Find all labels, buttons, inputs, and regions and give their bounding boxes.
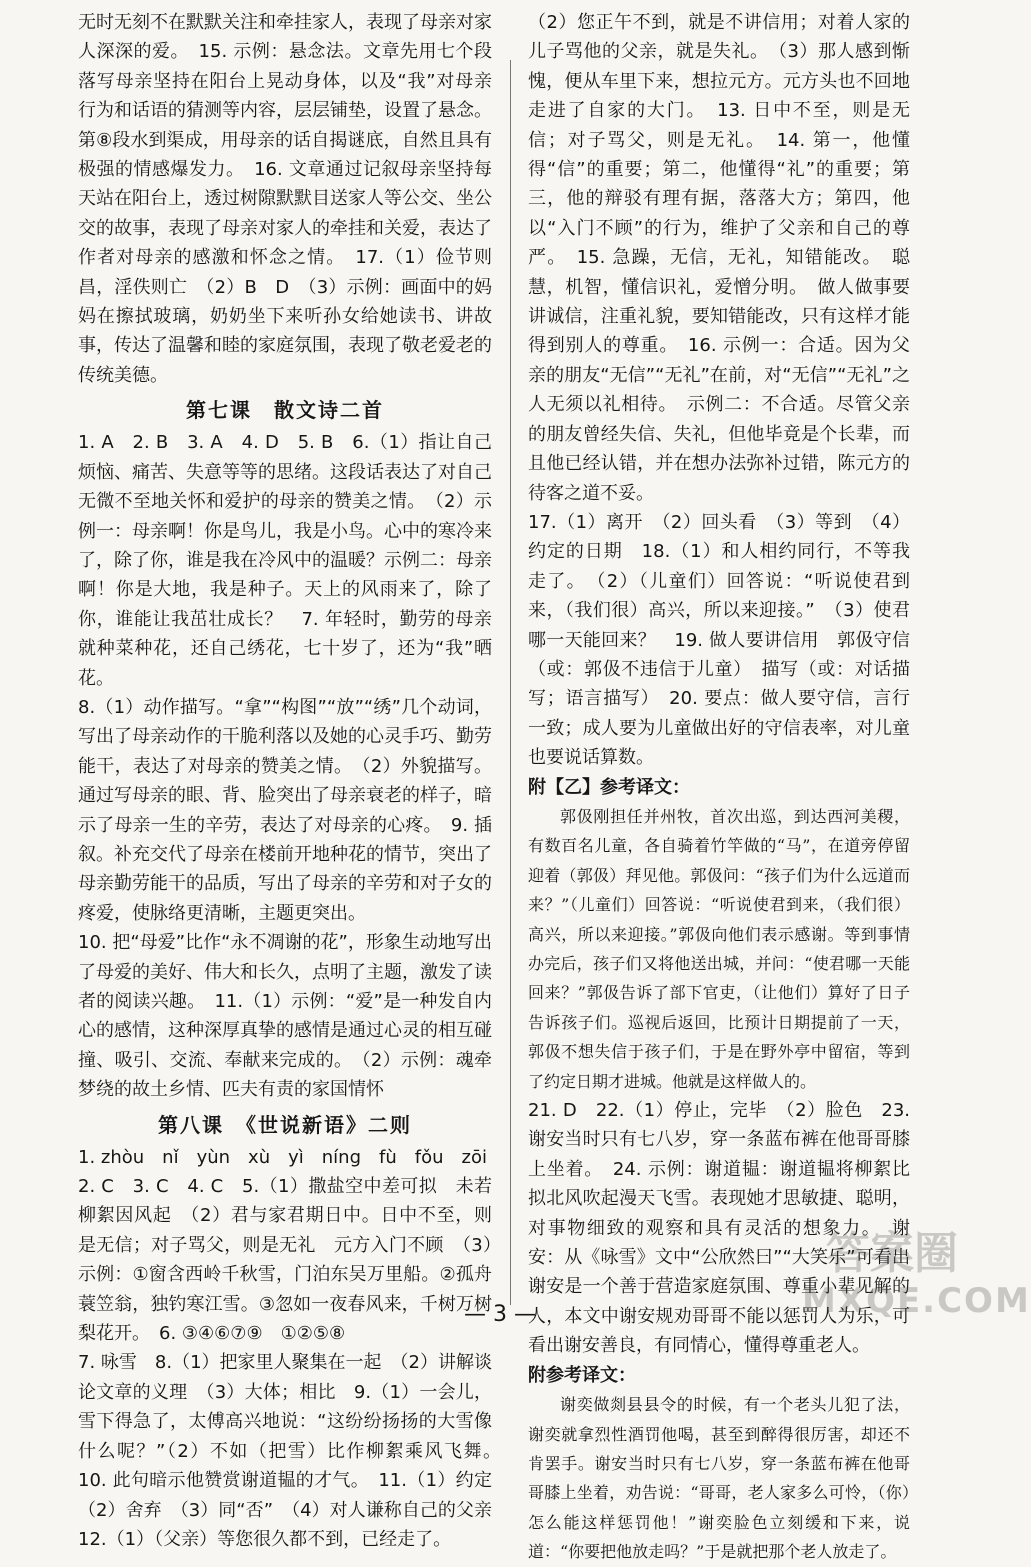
watermark-logo: [802, 1227, 1031, 1327]
reference-translation-title: 附参考译文：: [528, 1364, 636, 1386]
answer-block-l7-q8-9: 8.（1）动作描写。“拿”“构图”“放”“绣”几个动词，写出了母亲动作的干脆利落以及她的心灵手巧、勤劳能干，表达了对母亲的赞美之情。 （2）外貌描写。通过写母亲的眼、背、脸突出了母亲衰老的样子，暗示了母亲一生的辛劳，表达了对母亲的心疼。 9. 插叙。补充交代了母亲在楼前开地种花的情节，突出了母亲勤劳能干的品质，写出了母亲的辛劳和对子女的疼爱，使脉络更清晰，主题更突出。: [78, 696, 492, 924]
reference-translation: 谢奕做剡县县令的时候，有一个老头儿犯了法，谢奕就拿烈性酒罚他喝，甚至到醉得很厉害，却还不肯罢手。谢安当时只有七八岁，穿一条蓝布裤在他哥哥膝上坐着，劝告说：“哥哥，老人家多么可怜，（你）怎么能这样惩罚他！”谢奕脸色立刻缓和下来，说道：“你要把他放走吗？”于是就把那个老人放走了。: [528, 1395, 910, 1562]
right-column: [528, 8, 910, 1567]
answer-block-l7-q1-7: 1. A 2. B 3. A 4. D 5. B 6.（1）指让自己烦恼、痛苦、失意等等的思绪。这段话表达了对自己无微不至地关怀和爱护的母亲的赞美之情。 （2）示例一：母亲啊！你是鸟儿，我是小鸟。心中的寒冷来了，除了你，谁是我在冷风中的温暖？示例二：母亲啊！你是大地，我是种子。天上的风雨来了，除了你，谁能让我茁壮成长？ 7. 年轻时，勤劳的母亲就种菜种花，还自己绣花，七十岁了，还为“我”晒花。: [78, 432, 492, 689]
pinyin-answers: 1. zhòu nǐ yùn xù yì níng fù fǒu zōi: [78, 1146, 487, 1168]
answer-block-l8-q2-6: 2. C 3. C 4. C 5.（1）撒盐空中差可拟 未若柳絮因风起 （2）君与家君期日中。日中不至，则是无信；对子骂父，则是无礼 元方入门不顾 （3）示例：①窗含西岭千秋雪，门泊东吴万里船。②孤舟蓑笠翁，独钓寒江雪。③忽如一夜春风来，千树万树梨花开。 6. ③④⑥⑦⑨ ①②⑤⑧: [78, 1176, 492, 1345]
page-number: — 3 —: [464, 1302, 536, 1327]
reference-translation-title-b: 附【乙】参考译文：: [528, 776, 690, 798]
watermark-logo-text: 答案圈: [826, 1228, 958, 1279]
answer-block-l7-q10-11: 10. 把“母爱”比作“永不凋谢的花”，形象生动地写出了母爱的美好、伟大和长久，点明了主题，激发了读者的阅读兴趣。 11.（1）示例：“爱”是一种发自内心的感情，这种深厚真挚的感情是通过心灵的相互碰撞、吸引、交流、奉献来完成的。 （2）示例：魂牵梦绕的故土乡情、匹夫有责的家国情怀: [78, 932, 492, 1101]
answer-block-l8-q17-20: 17.（1）离开 （2）回头看 （3）等到 （4）约定的日期 18.（1）和人相约同行，不等我走了。 （2）（儿童们）回答说：“听说使君到来，（我们很）高兴，所以来迎接。” （3）使君哪一天能回来？ 19. 做人要讲信用 郭伋守信（或：郭伋不违信于儿童） 描写（或：对话描写；语言描写） 20. 要点：做人要守信，言行一致；成人要为儿童做出好的守信表率，对儿童也要说话算数。: [528, 511, 910, 769]
answer-block-l8-q7-12: 7. 咏雪 8.（1）把家里人聚集在一起 （2）讲解谈论文章的义理 （3）大体；相比 9.（1）一会儿，雪下得急了，太傅高兴地说：“这纷纷扬扬的大雪像什么呢？”（2）不如（把雪）比作柳絮乘风飞舞。 10. 此句暗示他赞赏谢道韫的才气。 11.（1）约定 （2）舍弃 （3）同“否” （4）对人谦称自己的父亲 12.（1）（父亲）等您很久都不到，已经走了。: [78, 1352, 510, 1550]
watermark-url: MXQE.COM: [802, 1281, 1031, 1321]
lesson-7-title: 第七课 散文诗二首: [186, 398, 384, 423]
column-divider: [510, 60, 511, 1305]
answer-block-l8-q21-24: 21. D 22.（1）停止，完毕 （2）脸色 23. 谢安当时只有七八岁，穿一条蓝布裤在他哥哥膝上坐着。 24. 示例：谢道韫：谢道韫将柳絮比拟北风吹起漫天飞雪。表现她才思敏捷、聪明，对事物细致的观察和具有灵活的想象力。 谢安：从《咏雪》文中“公欣然曰”“大笑乐”可看出谢安是一个善于营造家庭氛围、尊重小辈见解的人，本文中谢安规劝哥哥不能以惩罚人为乐，可看出谢安善良，有同情心，懂得尊重老人。: [528, 1100, 910, 1357]
answer-block-l8-q12-16: （2）您正午不到，就是不讲信用；对着人家的儿子骂他的父亲，就是失礼。 （3）那人感到惭愧，便从车里下来，想拉元方。元方头也不回地走进了自家的大门。 13. 日中不至，则是无信；对子骂父，则是无礼。 14. 第一，他懂得“信”的重要；第二，他懂得“礼”的重要；第三，他的辩驳有理有据，落落大方；第四，他以“入门不顾”的行为，维护了父亲和自己的尊严。 15. 急躁，无信，无礼，知错能改。 聪慧，机智，懂信识礼，爱憎分明。 做人做事要讲诚信，注重礼貌，要知错能改，只有这样才能得到别人的尊重。 16. 示例一：合适。因为父亲的朋友“无信”“无礼”在前，对“无信”“无礼”之人无须以礼相待。 示例二：不合适。尽管父亲的朋友曾经失信、失礼，但他毕竟是个长辈，而且他已经认错，并在想办法弥补过错，陈元方的待客之道不妥。: [528, 12, 910, 504]
reference-translation-b: 郭伋刚担任并州牧，首次出巡，到达西河美稷，有数百名儿童，各自骑着竹竿做的“马”，在道旁停留迎着（郭伋）拜见他。郭伋问：“孩子们为什么远道而来？”（儿童们）回答说：“听说使君到来，（我们很）高兴，所以来迎接。”郭伋向他们表示感谢。等到事情办完后，孩子们又将他送出城，并问：“使君哪一天能回来？”郭伋告诉了部下官吏，（让他们）算好了日子告诉孩子们。巡视后返回，比预计日期提前了一天，郭伋不想失信于孩子们，于是在野外亭中留宿，等到了约定日期才进城。他就是这样做人的。: [528, 806, 910, 1091]
answer-block-q14-17: 无时无刻不在默默关注和牵挂家人，表现了母亲对家人深深的爱。 15. 示例：悬念法。文章先用七个段落写母亲坚持在阳台上晃动身体，以及“我”对母亲行为和话语的猜测等内容，层层铺垫，设置了悬念。第⑧段水到渠成，用母亲的话自揭谜底，自然且具有极强的情感爆发力。 16. 文章通过记叙母亲坚持每天站在阳台上，透过树隙默默目送家人等公交、坐公交的故事，表现了母亲对家人的牵挂和关爱，表达了作者对母亲的感激和怀念之情。 17.（1）俭节则昌，淫佚则亡 （2）B D （3）示例：画面中的妈妈在擦拭玻璃，奶奶坐下来听孙女给她读书、讲故事，传达了温馨和睦的家庭氛围，表现了敬老爱老的传统美德。: [78, 12, 492, 386]
lesson-8-title: 第八课 《世说新语》二则: [158, 1112, 412, 1137]
